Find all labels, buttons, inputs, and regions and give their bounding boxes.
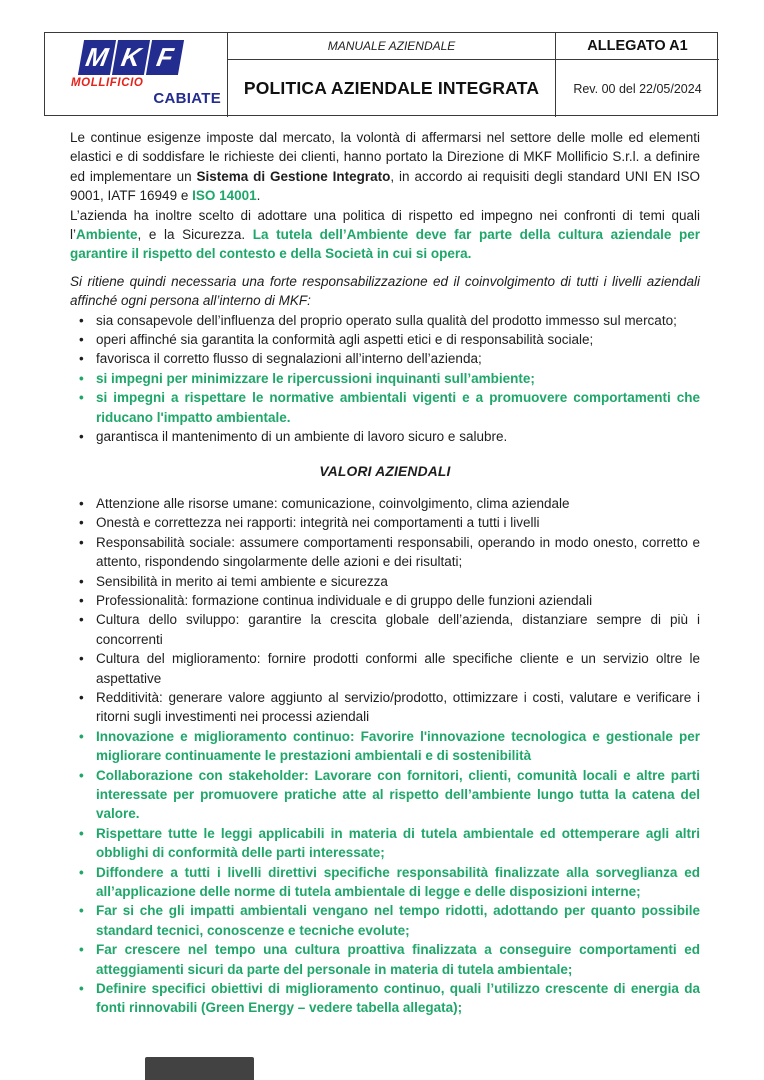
values-list [70,494,700,1018]
text-segment: , e la Sicurezza. [137,227,253,243]
list-item: • Rispettare tutte le leggi applicabili in materia di tutela ambientale ed ottemperare agli altri obblighi di conformità delle parti interessate; [70,824,700,863]
mkf-logo [69,40,221,107]
list-item: • Onestà e correttezza nei rapporti: integrità nei comportamenti a tutti i livelli [70,513,700,532]
text-segment: L’azienda ha inoltre scelto di adottare una politica di rispetto ed impegno nei confronti di temi quali l’ [70,207,700,243]
list-item: • Definire specifici obiettivi di miglioramento continuo, quali l’utilizzo crescente di energia da fonti rinnovabili (Green Energy – vedere tabella allegata); [70,979,700,1018]
list-item: • si impegni a rispettare le normative ambientali vigenti e a promuovere comportamenti che riducano l'impatto ambientale. [70,388,700,427]
text-segment: Ambiente [76,227,138,243]
list-item: • operi affinché sia garantita la conformità agli aspetti etici e di responsabilità sociale; [70,330,700,349]
document-header-table [44,32,718,116]
list-item: • Professionalità: formazione continua individuale e di gruppo delle funzioni aziendali [70,591,700,610]
list-item: • favorisca il corretto flusso di segnalazioni all’interno dell’azienda; [70,349,700,368]
mkf-logo-letters [81,40,221,75]
page-title: POLITICA AZIENDALE INTEGRATA [227,60,555,117]
list-item: • Cultura dello sviluppo: garantire la crescita globale dell’azienda, distanziare sempre di più i concorrenti [70,610,700,649]
intro-paragraph-3: Si ritiene quindi necessaria una forte responsabilizzazione ed il coinvolgimento di tutti i livelli aziendali affinché ogni persona all’interno di MKF: [70,273,700,309]
list-item: • si impegni per minimizzare le ripercussioni inquinanti sull’ambiente; [70,369,700,388]
logo-letter-f: F [146,40,184,75]
bottom-dark-bar [145,1057,254,1080]
list-item: • Sensibilità in merito ai temi ambiente e sicurezza [70,572,700,591]
list-item: • Diffondere a tutti i livelli direttivi specifiche responsabilità finalizzate alla sorveglianza ed all’applicazione delle norme di tutela ambientale di legge e delle disposizioni interne; [70,863,700,902]
logo-brand-line: MOLLIFICIO [71,77,144,89]
header-annex: ALLEGATO A1 [555,33,719,60]
list-item: • Attenzione alle risorse umane: comunicazione, coinvolgimento, clima aziendale [70,494,700,513]
logo-letter-k: K [112,40,150,75]
text-segment: ISO 14001 [192,188,257,204]
list-item: • Redditività: generare valore aggiunto al servizio/prodotto, ottimizzare i costi, valutare e verificare i ritorni sugli investimenti nei processi aziendali [70,688,700,727]
list-item: • sia consapevole dell’influenza del proprio operato sulla qualità del prodotto immesso sul mercato; [70,311,700,330]
logo-letter-m: M [78,40,116,75]
header-revision: Rev. 00 del 22/05/2024 [555,60,719,117]
commitments-list [70,311,700,447]
document-body [70,128,700,1018]
list-item: • garantisca il mantenimento di un ambiente di lavoro sicuro e salubre. [70,427,700,446]
text-segment: Le continue esigenze imposte dal mercato, la volontà di affermarsi nel settore delle molle ed elementi elastici e di soddisfare le richieste dei clienti, hanno portato la Direzione di MKF Mollificio S.r.l. a definire ed implementare un [70,130,700,184]
intro-paragraph-1 [70,128,700,206]
text-segment: . [256,188,261,204]
values-section-heading: VALORI AZIENDALI [319,463,451,479]
list-item: • Collaborazione con stakeholder: Lavorare con fornitori, clienti, comunità locali e altre parti interessate per promuovere pratiche atte al rispetto dell’ambiente lungo tutta la catena del valore. [70,766,700,824]
intro-paragraph-2 [70,206,700,264]
list-item: • Innovazione e miglioramento continuo: Favorire l'innovazione tecnologica e gestionale per migliorare continuamente le prestazioni ambientali e di sostenibilità [70,727,700,766]
logo-city-line: CABIATE [153,90,221,107]
list-item: • Responsabilità sociale: assumere comportamenti responsabili, operando in modo onesto, corretto e attento, rispondendo singolarmente delle azioni e dei risultati; [70,533,700,572]
text-segment: La tutela dell’Ambiente deve far parte della cultura aziendale per garantire il rispetto del contesto e della Società in cui si opera. [70,227,700,262]
list-item: • Far si che gli impatti ambientali vengano nel tempo ridotti, adottando per quanto possibile standard tecnici, conoscenze e tecniche evolute; [70,901,700,940]
company-logo [45,33,227,117]
list-item: • Far crescere nel tempo una cultura proattiva finalizzata a conseguire comportamenti ed atteggiamenti sicuri da parte del personale in materia di tutela ambientale; [70,940,700,979]
text-segment: , in accordo ai requisiti degli standard UNI EN ISO 9001, IATF 16949 e [70,168,700,204]
text-segment: Sistema di Gestione Integrato [196,168,391,184]
header-doc-type: MANUALE AZIENDALE [227,33,555,60]
list-item: • Cultura del miglioramento: fornire prodotti conformi alle specifiche cliente e un servizio oltre le aspettative [70,649,700,688]
